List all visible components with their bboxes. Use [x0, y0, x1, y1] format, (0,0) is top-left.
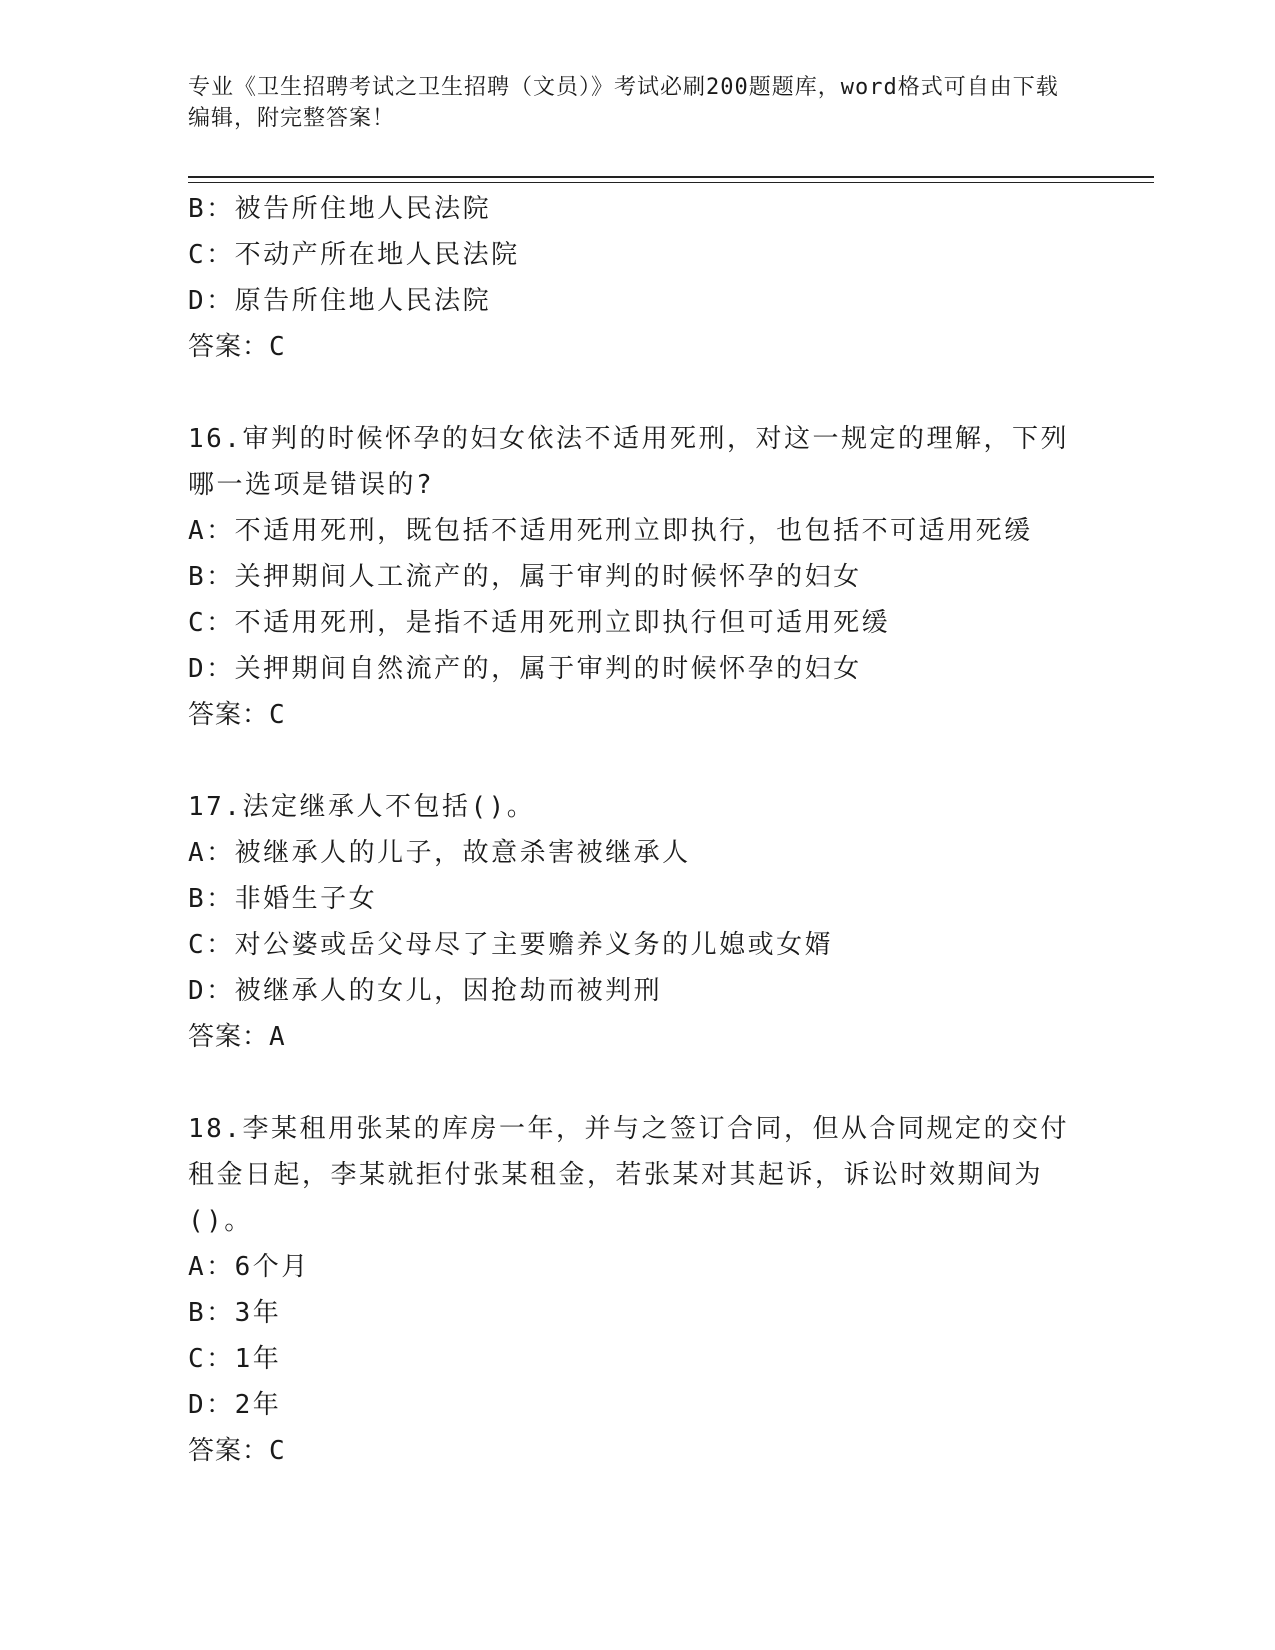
- answer-value: C: [269, 332, 286, 362]
- question-16: [188, 416, 1088, 738]
- header-rule-thin: [188, 182, 1154, 183]
- answer-label: 答案：: [188, 1022, 270, 1052]
- answer-value: C: [269, 1436, 286, 1466]
- header-rule-thick: [188, 176, 1154, 178]
- question-stem-line-2: 哪一选项是错误的?: [188, 470, 435, 500]
- option-b: B：被告所住地人民法院: [188, 194, 492, 224]
- question-stem-line-2: 租金日起，李某就拒付张某租金，若张某对其起诉，诉讼时效期间为: [188, 1160, 1044, 1190]
- answer-label: 答案：: [188, 1436, 270, 1466]
- header-text: 专业《卫生招聘考试之卫生招聘（文员）》考试必刷200题题库，word格式可自由下载编辑，附完整答案！: [188, 75, 1059, 131]
- option-a: A：不适用死刑，既包括不适用死刑立即执行，也包括不可适用死缓: [188, 516, 1033, 546]
- document-body: [188, 186, 1088, 1474]
- option-d: D：2年: [188, 1390, 282, 1420]
- question-17: [188, 784, 1088, 1060]
- option-c: C：不适用死刑，是指不适用死刑立即执行但可适用死缓: [188, 608, 891, 638]
- question-stem-line-1: 17.法定继承人不包括()。: [188, 792, 536, 822]
- document-header: [188, 72, 1068, 134]
- answer-line: [188, 1014, 1088, 1060]
- answer-line: [188, 692, 1088, 738]
- question-stem-line-3: ()。: [188, 1206, 253, 1236]
- answer-label: 答案：: [188, 332, 270, 362]
- option-d: D：关押期间自然流产的，属于审判的时候怀孕的妇女: [188, 654, 862, 684]
- question-15-tail: [188, 186, 1088, 370]
- option-b: B：关押期间人工流产的，属于审判的时候怀孕的妇女: [188, 562, 862, 592]
- option-c: C：1年: [188, 1344, 282, 1374]
- option-a: A：被继承人的儿子，故意杀害被继承人: [188, 838, 691, 868]
- answer-label: 答案：: [188, 700, 270, 730]
- option-d: D：被继承人的女儿，因抢劫而被判刑: [188, 976, 663, 1006]
- question-18: [188, 1106, 1088, 1474]
- option-b: B：3年: [188, 1298, 282, 1328]
- answer-line: [188, 1428, 1088, 1474]
- answer-value: C: [269, 700, 286, 730]
- option-b: B：非婚生子女: [188, 884, 378, 914]
- question-stem-line-1: 18.李某租用张某的库房一年，并与之签订合同，但从合同规定的交付: [188, 1114, 1069, 1144]
- answer-value: A: [269, 1022, 286, 1052]
- answer-line: [188, 324, 1088, 370]
- option-a: A：6个月: [188, 1252, 310, 1282]
- option-c: C：不动产所在地人民法院: [188, 240, 520, 270]
- option-c: C：对公婆或岳父母尽了主要赡养义务的儿媳或女婿: [188, 930, 834, 960]
- option-d: D：原告所住地人民法院: [188, 286, 492, 316]
- question-stem-line-1: 16.审判的时候怀孕的妇女依法不适用死刑，对这一规定的理解，下列: [188, 424, 1069, 454]
